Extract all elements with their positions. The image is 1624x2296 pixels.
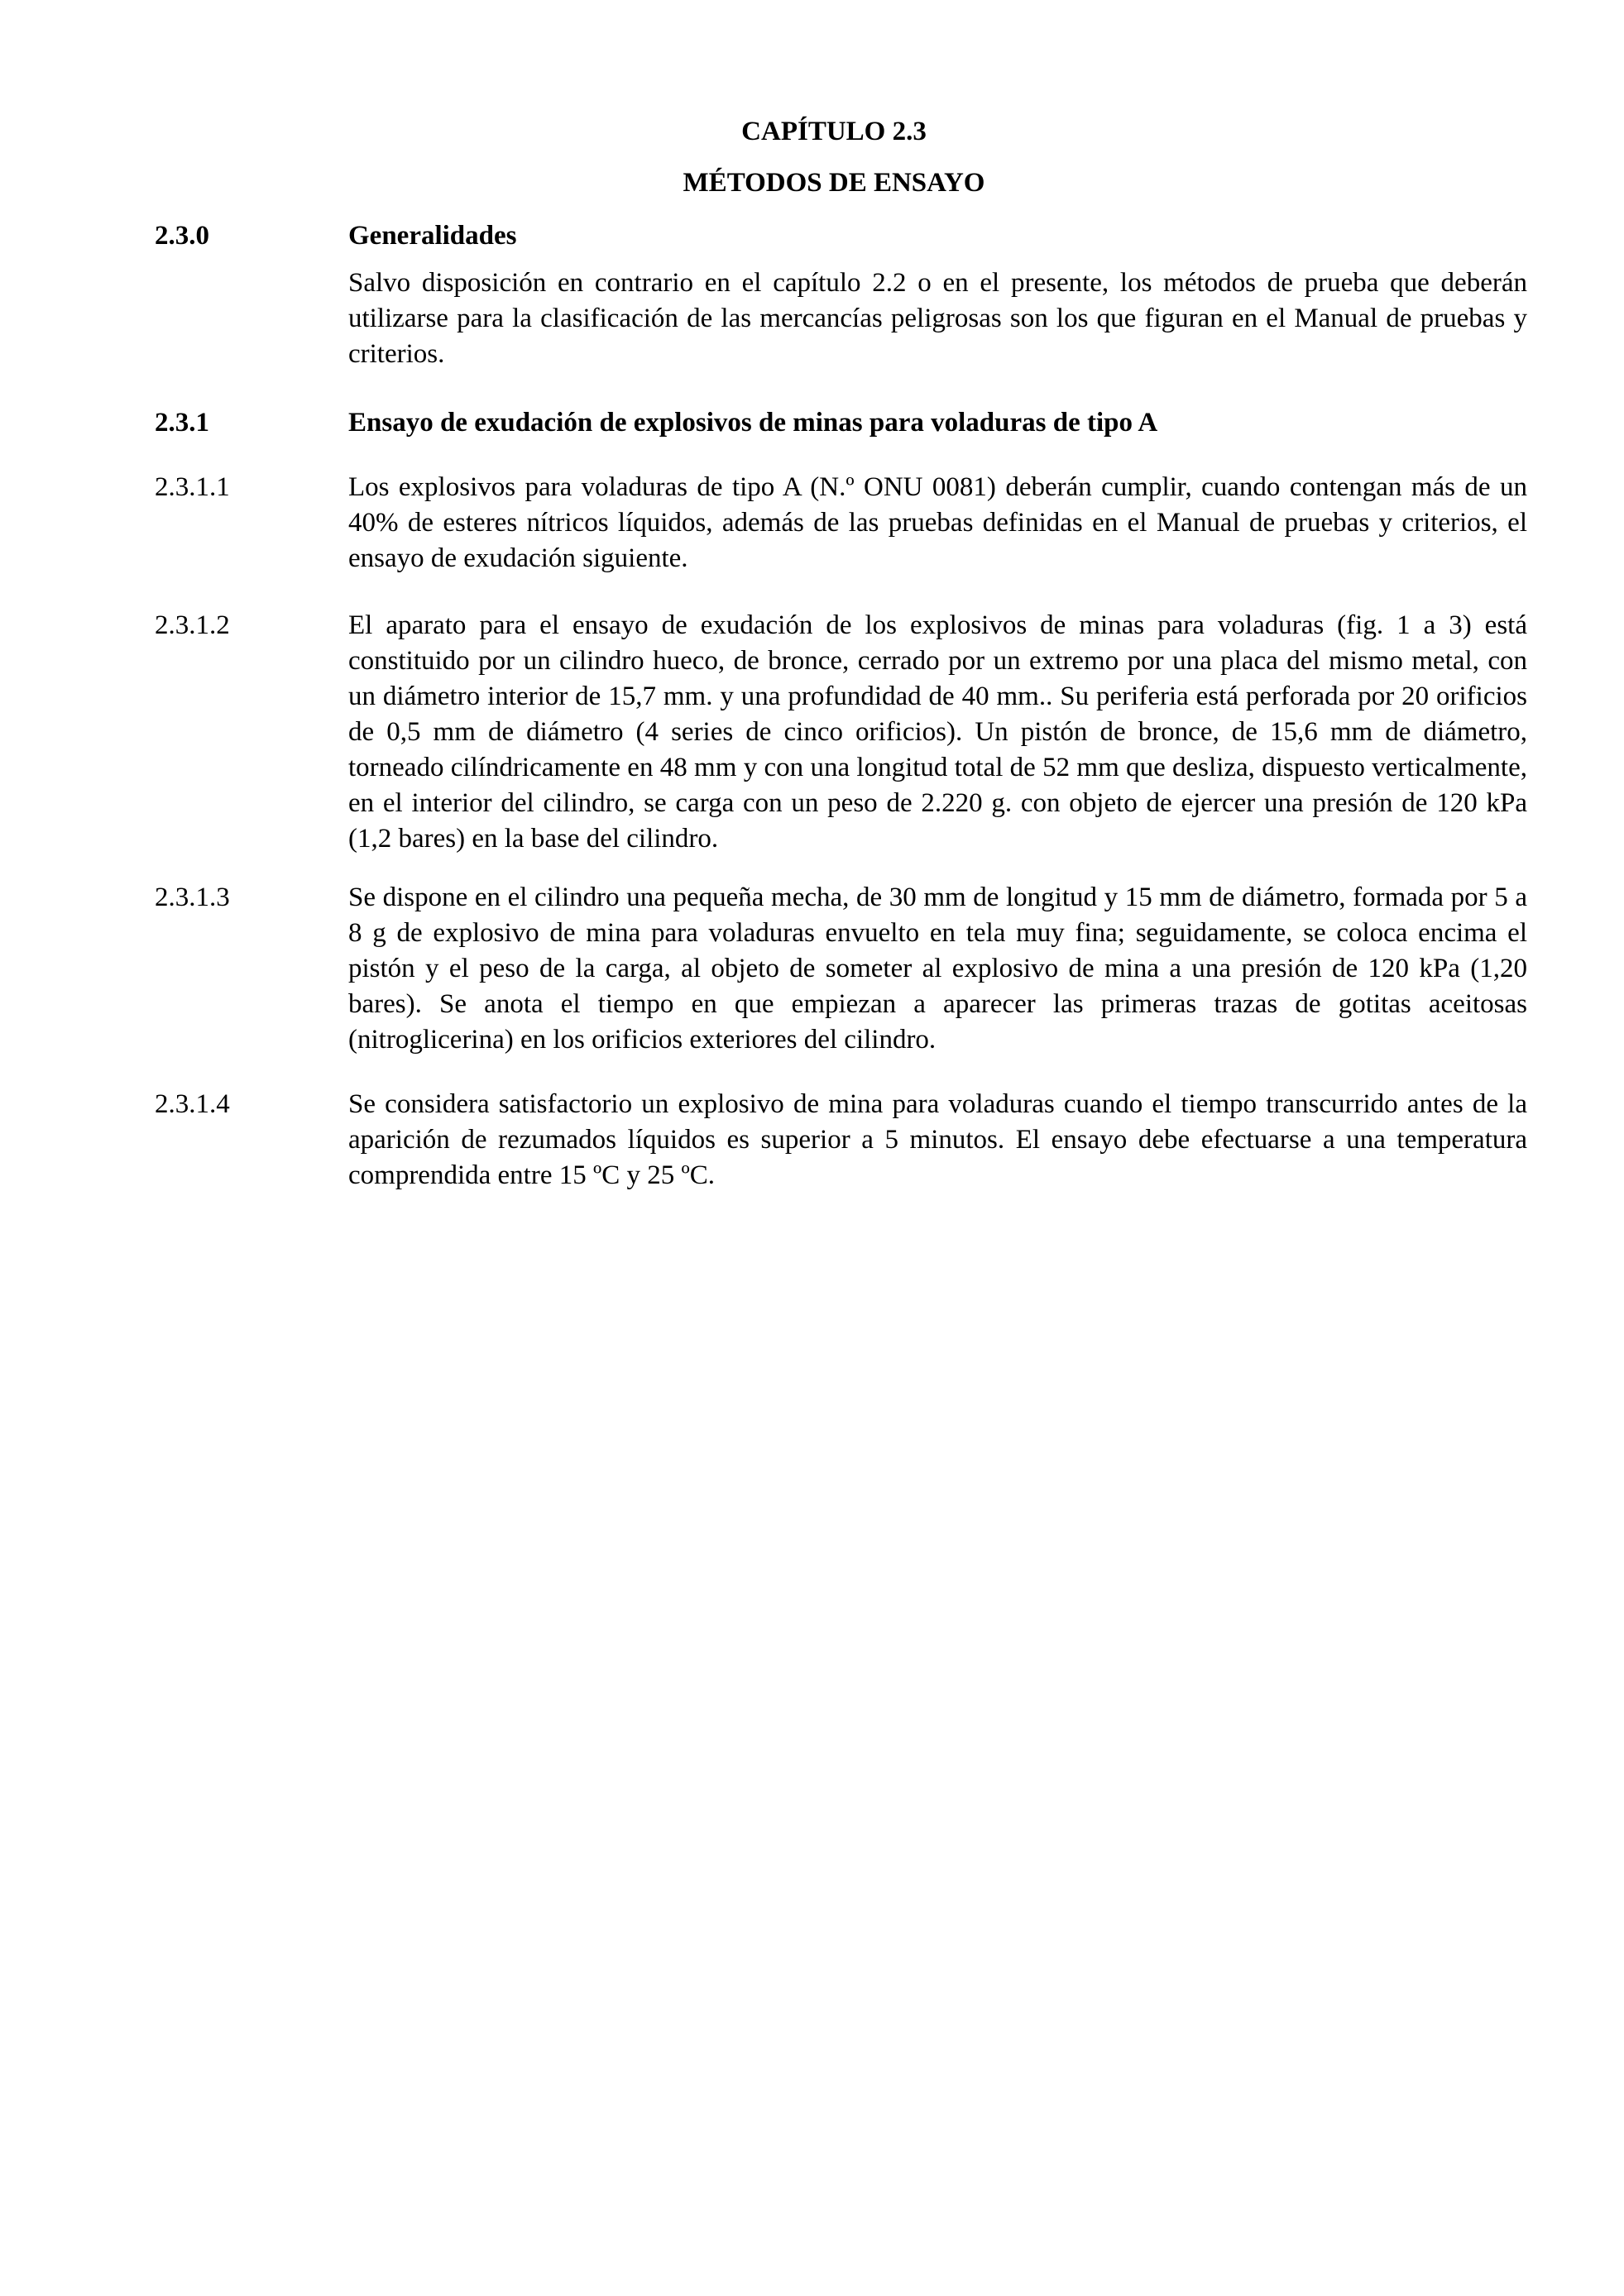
paragraph-text: Los explosivos para voladuras de tipo A (N.º ONU 0081) deberán cumplir, cuando contengan más de un 40% de esteres nítricos líquidos, además de las pruebas definidas en el Manual de pruebas y criterios, el ensayo de exudación siguiente. bbox=[348, 472, 1527, 573]
paragraph-text: El aparato para el ensayo de exudación de los explosivos de minas para voladuras (fig. 1 a 3) está constituido por un cilindro hueco, de bronce, cerrado por un extremo por una placa del mismo metal, con un diámetro interior de 15,7 mm. y una profundidad de 40 mm.. Su periferia está perforada por 20 orificios de 0,5 mm de diámetro (4 series de cinco orificios). Un pistón de bronce, de 15,6 mm de diámetro, torneado cilíndricamente en 48 mm y con una longitud total de 52 mm que desliza, dispuesto verticalmente, en el interior del cilindro, se carga con un peso de 2.220 g. con objeto de ejercer una presión de 120 kPa (1,2 bares) en la base del cilindro. bbox=[348, 610, 1527, 854]
section-heading: Generalidades bbox=[348, 221, 517, 251]
section-number: 2.3.0 bbox=[155, 221, 209, 251]
section-number: 2.3.1 bbox=[155, 408, 209, 438]
chapter-title: MÉTODOS DE ENSAYO bbox=[683, 168, 985, 198]
paragraph-number: 2.3.1.1 bbox=[155, 472, 230, 502]
section-paragraph: Salvo disposición en contrario en el capítulo 2.2 o en el presente, los métodos de prueba que deberán utilizarse para la clasificación de las mercancías peligrosas son los que figuran en el Manual de pruebas y criterios. bbox=[348, 268, 1527, 369]
paragraph-number: 2.3.1.3 bbox=[155, 883, 230, 912]
paragraph-number: 2.3.1.4 bbox=[155, 1089, 230, 1119]
paragraph-text: Se considera satisfactorio un explosivo de mina para voladuras cuando el tiempo transcurrido antes de la aparición de rezumados líquidos es superior a 5 minutos. El ensayo debe efectuarse a una temperatura comprendida entre 15 ºC y 25 ºC. bbox=[348, 1089, 1527, 1190]
paragraph-number: 2.3.1.2 bbox=[155, 610, 230, 640]
chapter-number: CAPÍTULO 2.3 bbox=[741, 117, 927, 146]
section-heading: Ensayo de exudación de explosivos de minas para voladuras de tipo A bbox=[348, 408, 1158, 438]
paragraph-text: Se dispone en el cilindro una pequeña mecha, de 30 mm de longitud y 15 mm de diámetro, formada por 5 a 8 g de explosivo de mina para voladuras envuelto en tela muy fina; seguidamente, se coloca encima el pistón y el peso de la carga, al objeto de someter al explosivo de mina a una presión de 120 kPa (1,20 bares). Se anota el tiempo en que empiezan a aparecer las primeras trazas de gotitas aceitosas (nitroglicerina) en los orificios exteriores del cilindro. bbox=[348, 883, 1527, 1055]
